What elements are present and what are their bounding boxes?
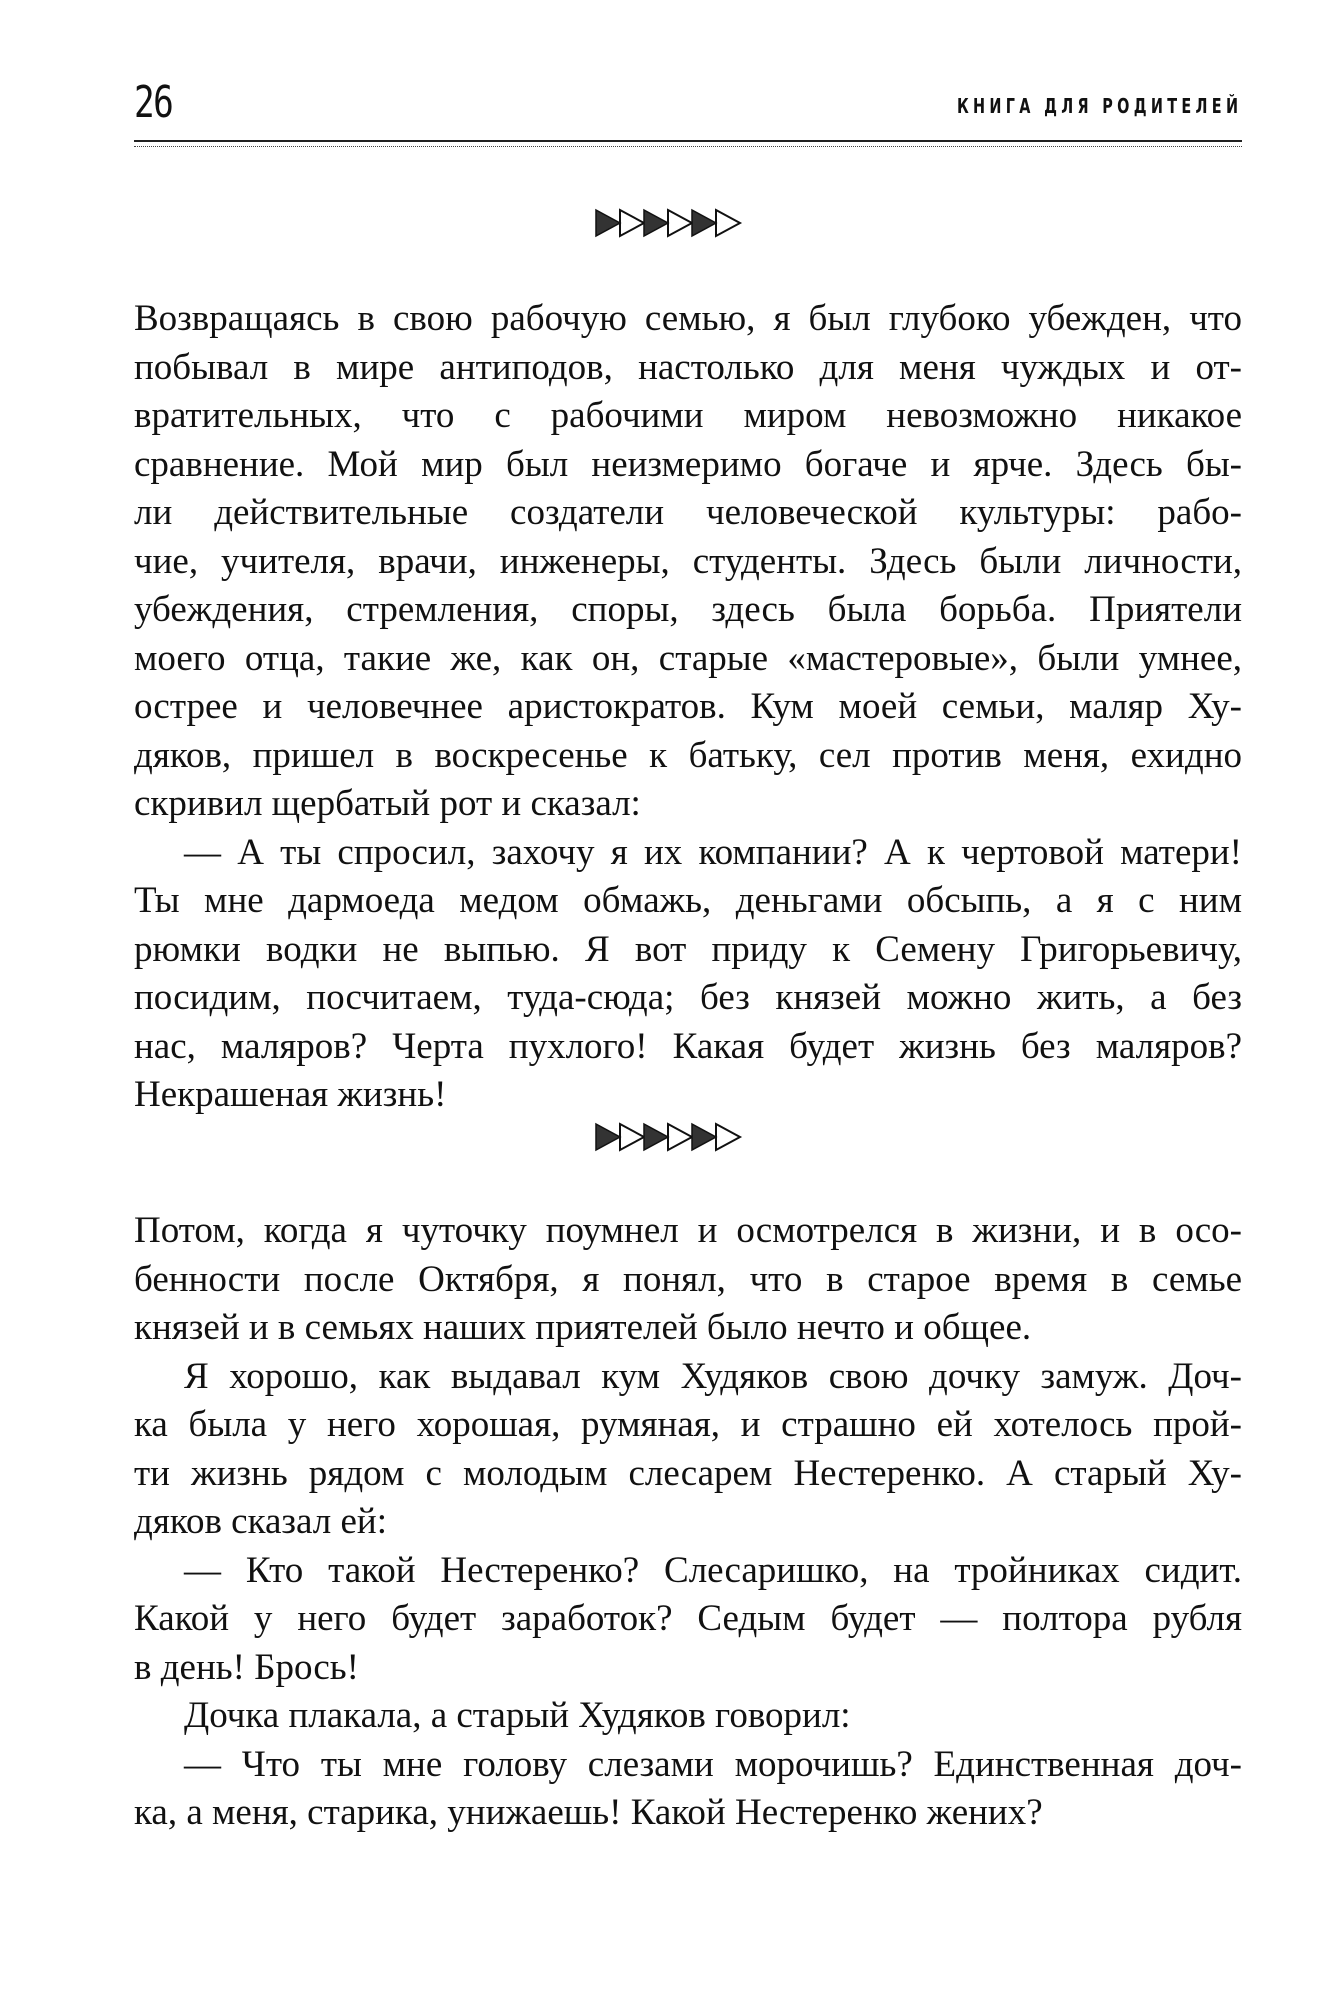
header-rule [134, 140, 1242, 147]
paragraph [134, 1207, 1242, 1353]
text-line: ка, а меня, старика, унижаешь! Какой Нестеренко жених? [134, 1792, 1043, 1833]
section-ornament [0, 206, 1337, 246]
text-line: Дочка плакала, а старый Худяков говорил: [184, 1695, 851, 1736]
text-line: посидим, посчитаем, туда-сюда; без князей можно жить, а без [134, 977, 1242, 1018]
text-line: рюмки водки не выпью. Я вот приду к Семену Григорьевичу, [134, 928, 1242, 970]
text-line: Какой у него будет заработок? Седым будет — полтора рубля [134, 1598, 1242, 1639]
text-line: убеждения, стремления, споры, здесь была борьба. Приятели [134, 589, 1242, 630]
page-number: 26 [134, 77, 173, 128]
text-line: — Кто такой Нестеренко? Слесаришко, на тройниках сидит. [184, 1549, 1242, 1591]
text-line: Ты мне дармоеда медом обмажь, деньгами обсыпь, а я с ним [134, 880, 1242, 921]
paragraph-dialogue [134, 1547, 1242, 1693]
text-line: Возвращаясь в свою рабочую семью, я был глубоко убежден, что [134, 298, 1242, 339]
page-header [134, 78, 1242, 128]
text-line: острее и человечнее аристократов. Кум моей семьи, маляр Ху- [134, 686, 1242, 727]
text-line: моего отца, такие же, как он, старые «мастеровые», были умнее, [134, 637, 1242, 679]
text-line: ти жизнь рядом с молодым слесарем Нестеренко. А старый Ху- [134, 1452, 1242, 1494]
running-title: КНИГА ДЛЯ РОДИТЕЛЕЙ [956, 94, 1242, 118]
text-line: ка была у него хорошая, румяная, и страшно ей хотелось прой- [134, 1404, 1242, 1445]
text-line: нас, маляров? Черта пухлого! Какая будет жизнь без маляров? [134, 1025, 1242, 1067]
paragraph [134, 1692, 1242, 1741]
text-line: дяков, пришел в воскресенье к батьку, сел против меня, ехидно [134, 734, 1242, 776]
text-line: князей и в семьях наших приятелей было нечто и общее. [134, 1307, 1032, 1348]
text-line: ли действительные создатели человеческой культуры: рабо- [134, 492, 1242, 533]
text-line: сравнение. Мой мир был неизмеримо богаче и ярче. Здесь бы- [134, 443, 1242, 485]
triangles-ornament-icon [594, 1120, 744, 1154]
text-line: — Что ты мне голову слезами морочишь? Единственная доч- [184, 1743, 1242, 1785]
text-line: дяков сказал ей: [134, 1501, 388, 1542]
paragraph-dialogue [134, 1741, 1242, 1838]
paragraph [134, 295, 1242, 829]
text-line: Я хорошо, как выдавал кум Худяков свою дочку замуж. Доч- [184, 1355, 1242, 1397]
text-line: Потом, когда я чуточку поумнел и осмотрелся в жизни, и в осо- [134, 1210, 1242, 1251]
text-line: чие, учителя, врачи, инженеры, студенты. Здесь были личности, [134, 540, 1242, 582]
section-ornament [0, 1120, 1337, 1160]
text-section-1 [134, 295, 1242, 1120]
text-line: — А ты спросил, захочу я их компании? А к чертовой матери! [184, 831, 1242, 873]
text-line: вратительных, что с рабочими миром невозможно никакое [134, 395, 1242, 436]
text-line: в день! Брось! [134, 1646, 359, 1688]
text-line: скривил щербатый рот и сказал: [134, 783, 641, 824]
triangles-ornament-icon [594, 206, 744, 240]
paragraph-dialogue [134, 829, 1242, 1120]
text-line: Некрашеная жизнь! [134, 1074, 447, 1115]
text-line: побывал в мире антиподов, настолько для меня чуждых и от- [134, 346, 1242, 388]
paragraph [134, 1353, 1242, 1547]
text-line: бенности после Октября, я понял, что в старое время в семье [134, 1258, 1242, 1300]
text-section-2 [134, 1207, 1242, 1838]
